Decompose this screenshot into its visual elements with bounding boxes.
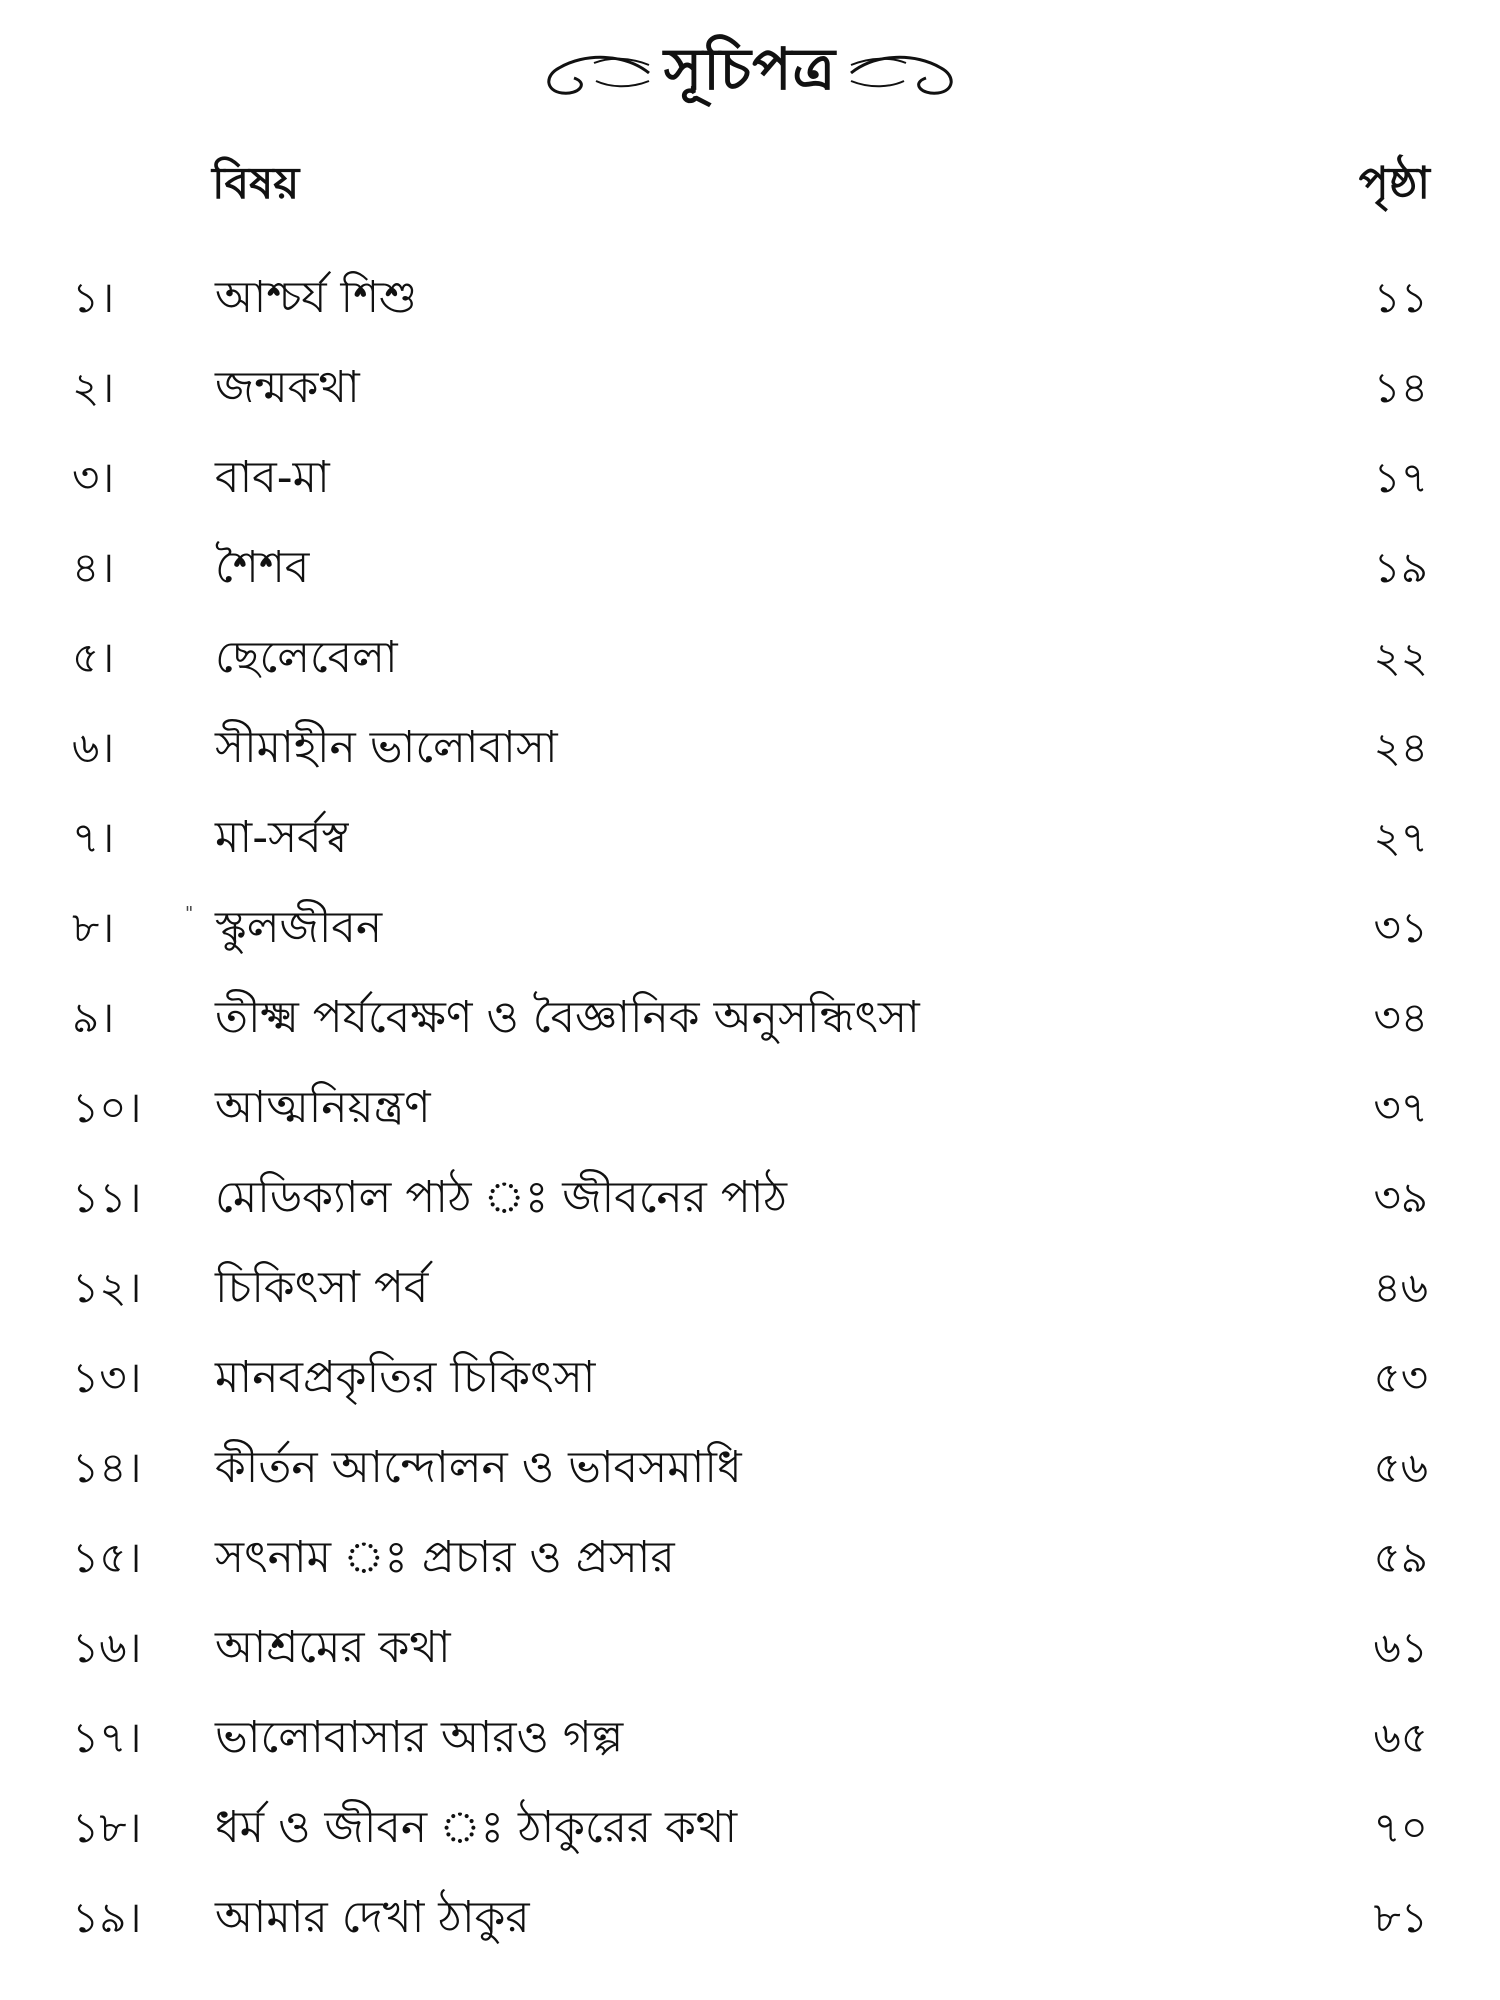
entry-number: ৫। <box>72 632 115 682</box>
entry-page: ৪৬ <box>1373 1262 1428 1312</box>
toc-row <box>0 885 1500 975</box>
entry-title: আশ্রমের কথা <box>215 1621 451 1673</box>
entry-title: মেডিক্যাল পাঠ ঃ জীবনের পাঠ <box>215 1171 788 1223</box>
entry-number: ২। <box>72 362 115 412</box>
toc-row <box>0 1785 1500 1875</box>
entry-title: জন্মকথা <box>215 361 360 413</box>
entry-title: শৈশব <box>215 541 310 593</box>
entry-page: ২৪ <box>1373 722 1428 772</box>
entry-number: ৪। <box>72 542 115 592</box>
entry-page: ১৪ <box>1373 362 1428 412</box>
entry-title: ছেলেবেলা <box>215 631 398 683</box>
entry-number: ৬। <box>72 722 115 772</box>
entry-number: ৩। <box>72 452 115 502</box>
entry-title: সীমাহীন ভালোবাসা <box>215 721 558 773</box>
toc-row <box>0 255 1500 345</box>
page-column-header: পৃষ্ঠা <box>1358 158 1430 209</box>
entry-page: ৫৬ <box>1373 1442 1428 1492</box>
page-title: সূচিপত্র <box>663 34 837 103</box>
toc-row <box>0 1605 1500 1695</box>
entry-title: সৎনাম ঃ প্রচার ও প্রসার <box>215 1531 675 1583</box>
left-flourish-icon <box>534 43 654 103</box>
entry-number: ১৭। <box>72 1712 142 1762</box>
entry-number: ১৯। <box>72 1892 142 1942</box>
entry-number: ১১। <box>72 1172 142 1222</box>
entry-number: ৮। <box>72 902 115 952</box>
entry-page: ১৯ <box>1373 542 1428 592</box>
entry-page: ৫৩ <box>1373 1352 1428 1402</box>
entry-title: আত্মনিয়ন্ত্রণ <box>215 1081 431 1133</box>
toc-row <box>0 525 1500 615</box>
right-flourish-icon <box>846 43 966 103</box>
subject-column-header: বিষয় <box>212 158 300 209</box>
toc-row <box>0 435 1500 525</box>
entry-page: ৮১ <box>1373 1892 1428 1942</box>
entry-number: ১৪। <box>72 1442 142 1492</box>
entry-title: আমার দেখা ঠাকুর <box>215 1891 530 1943</box>
toc-row <box>0 1875 1500 1965</box>
entry-number: ৯। <box>72 992 115 1042</box>
entry-page: ২৭ <box>1373 812 1428 862</box>
toc-row <box>0 615 1500 705</box>
toc-row <box>0 345 1500 435</box>
entry-title: ধর্ম ও জীবন ঃ ঠাকুরের কথা <box>215 1801 738 1853</box>
entry-page: ১৭ <box>1373 452 1428 502</box>
entry-number: ১। <box>72 272 115 322</box>
entry-page: ১১ <box>1373 272 1428 322</box>
toc-row <box>0 1335 1500 1425</box>
entry-number: ১৩। <box>72 1352 142 1402</box>
entry-page: ৫৯ <box>1373 1532 1428 1582</box>
entry-page: ৬৫ <box>1373 1712 1428 1762</box>
entry-title: মা-সর্বস্ব <box>215 811 349 863</box>
entry-title: কীর্তন আন্দোলন ও ভাবসমাধি <box>215 1441 742 1493</box>
entry-title: চিকিৎসা পর্ব <box>215 1261 429 1313</box>
toc-row <box>0 1695 1500 1785</box>
toc-row <box>0 1425 1500 1515</box>
toc-row <box>0 1245 1500 1335</box>
entry-title: আশ্চর্য শিশু <box>215 271 418 323</box>
entry-page: ৩৭ <box>1373 1082 1428 1132</box>
entry-number: ১২। <box>72 1262 142 1312</box>
toc-row <box>0 795 1500 885</box>
entry-title: বাব-মা <box>215 451 330 503</box>
entry-title: তীক্ষ্ম পর্যবেক্ষণ ও বৈজ্ঞানিক অনুসন্ধিৎসা <box>215 991 920 1043</box>
stray-mark: " <box>185 903 194 924</box>
toc-row <box>0 1515 1500 1605</box>
toc-row <box>0 1155 1500 1245</box>
entry-page: ৩৯ <box>1373 1172 1428 1222</box>
entry-page: ২২ <box>1373 632 1428 682</box>
toc-row <box>0 705 1500 795</box>
entry-number: ১৬। <box>72 1622 142 1672</box>
title-banner <box>0 18 1500 128</box>
entry-title: স্কুলজীবন <box>215 901 383 953</box>
entry-title: ভালোবাসার আরও গল্প <box>215 1711 624 1763</box>
entry-number: ৭। <box>72 812 115 862</box>
toc-list <box>0 255 1500 1965</box>
entry-page: ৭০ <box>1373 1802 1428 1852</box>
entry-number: ১৫। <box>72 1532 142 1582</box>
entry-page: ৩১ <box>1373 902 1428 952</box>
entry-page: ৬১ <box>1373 1622 1428 1672</box>
entry-title: মানবপ্রকৃতির চিকিৎসা <box>215 1351 596 1403</box>
toc-row <box>0 1065 1500 1155</box>
entry-number: ১০। <box>72 1082 142 1132</box>
entry-number: ১৮। <box>72 1802 142 1852</box>
entry-page: ৩৪ <box>1373 992 1428 1042</box>
toc-row <box>0 975 1500 1065</box>
